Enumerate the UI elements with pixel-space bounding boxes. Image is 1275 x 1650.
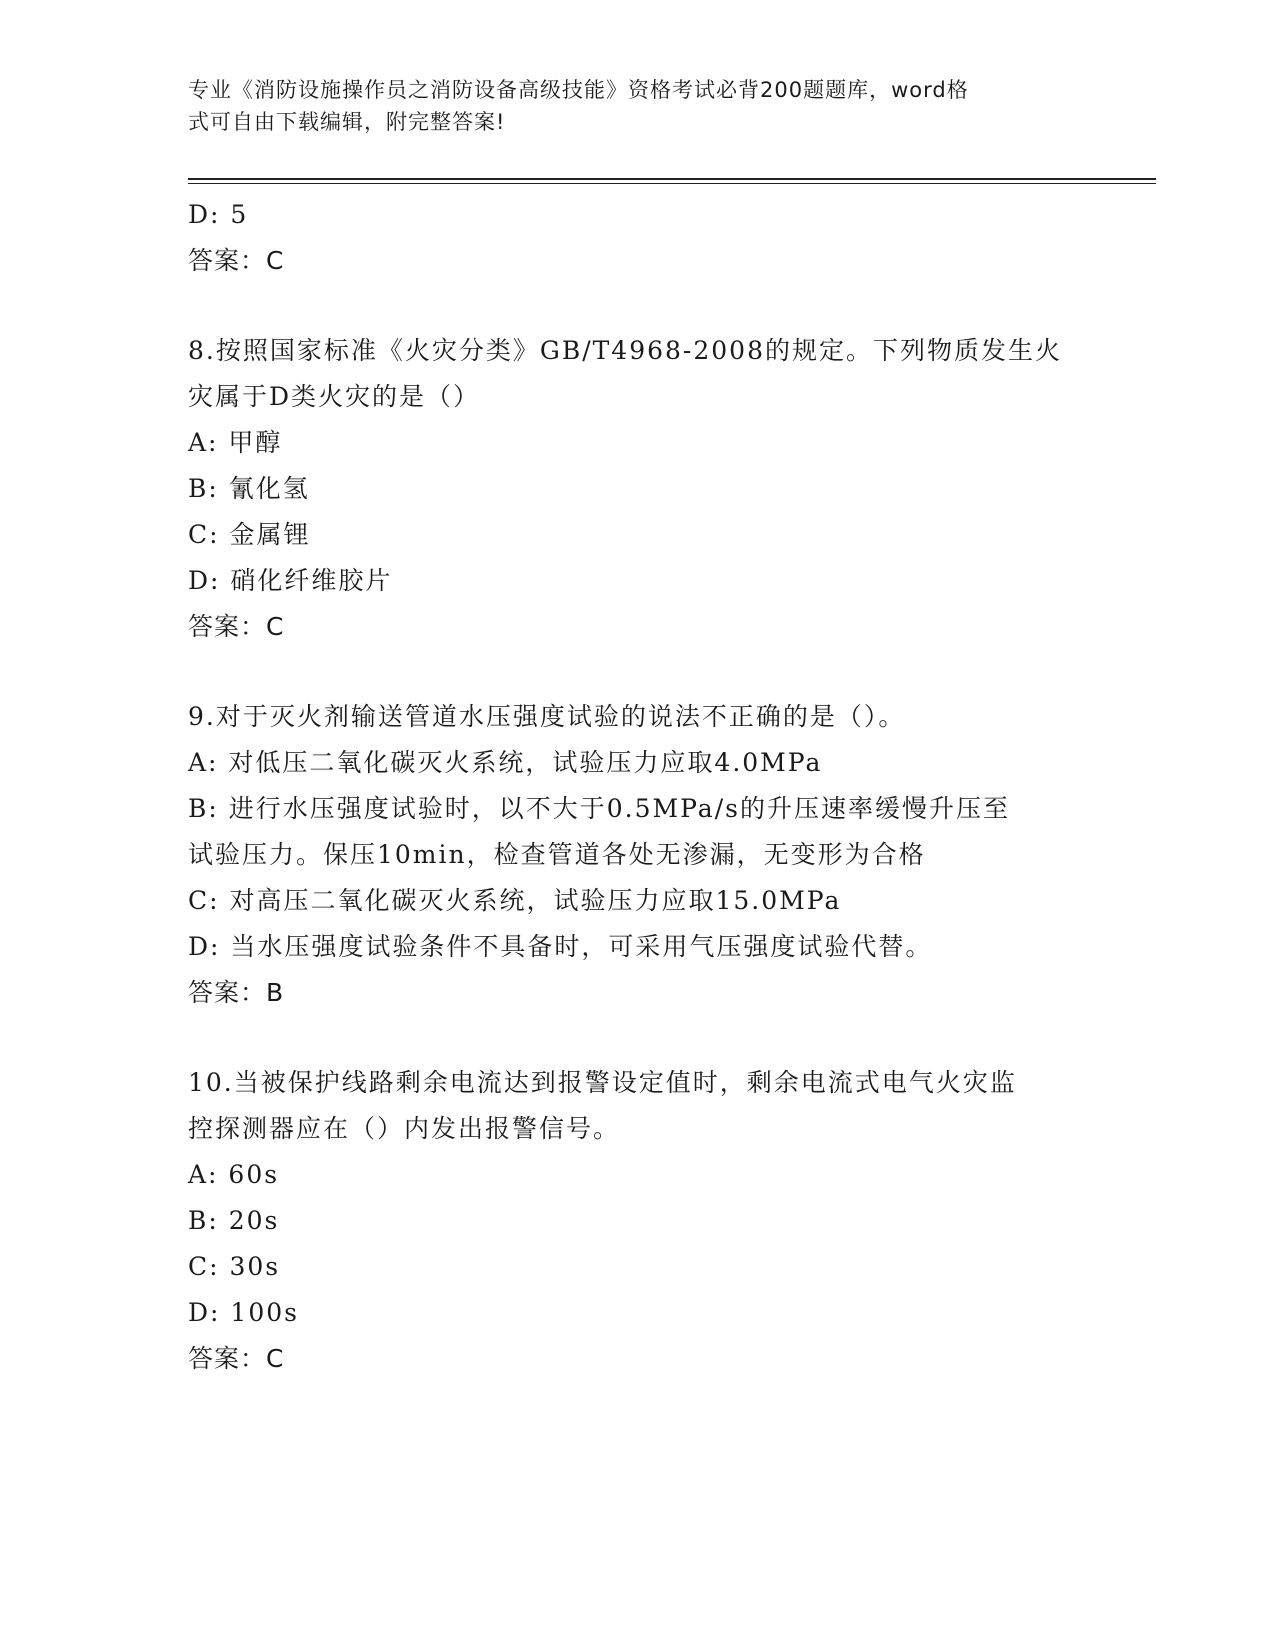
option-b-line-2: 试验压力。保压10min，检查管道各处无渗漏，无变形为合格: [188, 840, 926, 869]
option-c: C: 金属锂: [188, 520, 311, 549]
header-divider-thin: [188, 183, 1156, 184]
option-a: A: 甲醇: [188, 428, 283, 457]
answer: 答案：C: [188, 1344, 285, 1373]
question-text-line-1: 8.按照国家标准《火灾分类》GB/T4968-2008的规定。下列物质发生火: [188, 336, 1062, 365]
answer: 答案：B: [188, 978, 285, 1007]
question-text-line-2: 控探测器应在（）内发出报警信号。: [188, 1114, 621, 1143]
header-divider-thick: [188, 178, 1156, 180]
option-d: D: 当水压强度试验条件不具备时，可采用气压强度试验代替。: [188, 932, 933, 961]
answer: 答案：C: [188, 246, 285, 275]
question-text-line-1: 10.当被保护线路剩余电流达到报警设定值时，剩余电流式电气火灾监: [188, 1068, 1017, 1097]
option-c: C: 30s: [188, 1252, 281, 1281]
question-8: [188, 328, 1088, 650]
option-a: A: 对低压二氧化碳灭火系统，试验压力应取4.0MPa: [188, 748, 823, 777]
document-header: [188, 74, 1088, 138]
question-text-line-2: 灾属于D类火灾的是（）: [188, 382, 481, 411]
option-b: B: 氰化氢: [188, 474, 310, 503]
question-9: [188, 694, 1088, 1016]
header-line-2: 式可自由下载编辑，附完整答案!: [188, 110, 506, 134]
answer: 答案：C: [188, 612, 285, 641]
question-10: [188, 1060, 1088, 1382]
option-d: D: 硝化纤维胶片: [188, 566, 393, 595]
question-prev: [188, 192, 1088, 284]
header-line-1: 专业《消防设施操作员之消防设备高级技能》资格考试必背200题题库，word格: [188, 78, 969, 102]
option-b-line-1: B: 进行水压强度试验时，以不大于0.5MPa/s的升压速率缓慢升压至: [188, 794, 1010, 823]
option-b: B: 20s: [188, 1206, 280, 1235]
question-text-line-1: 9.对于灭火剂输送管道水压强度试验的说法不正确的是（）。: [188, 702, 906, 731]
option-a: A: 60s: [188, 1160, 280, 1189]
option-d: D: 5: [188, 200, 249, 229]
option-c: C: 对高压二氧化碳灭火系统，试验压力应取15.0MPa: [188, 886, 842, 915]
question-list: [188, 192, 1088, 1382]
option-d: D: 100s: [188, 1298, 299, 1327]
